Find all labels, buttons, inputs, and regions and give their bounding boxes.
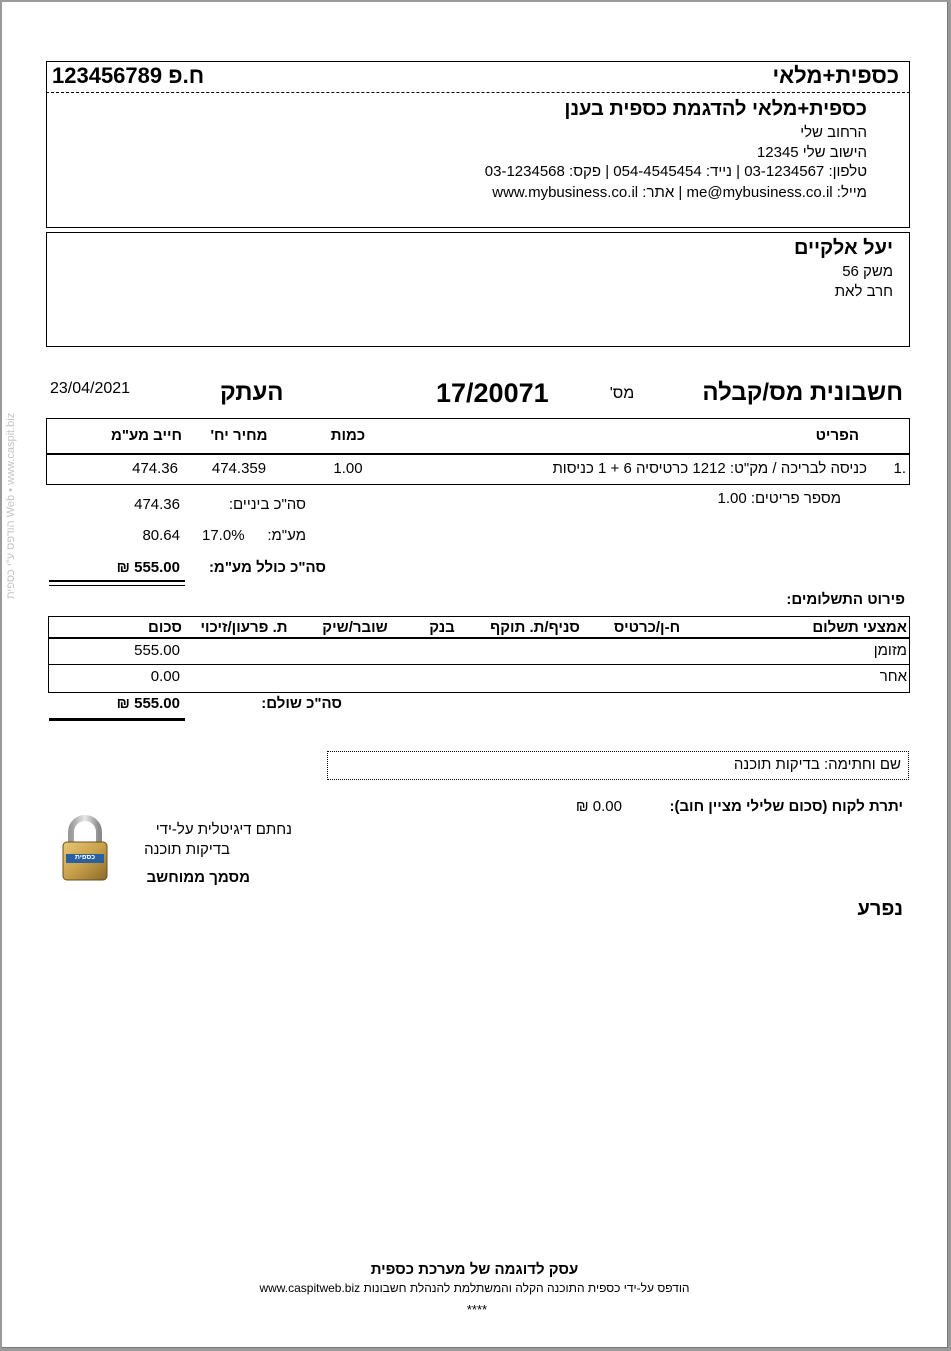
paid-total-underline	[49, 718, 185, 721]
paid-total-value: 555.00 ₪	[116, 695, 180, 712]
footer-stars: ****	[466, 1302, 488, 1317]
doc-number-label: מס'	[609, 385, 635, 402]
business-full-name: כספית+מלאי להדגמת כספית בענן	[564, 98, 867, 120]
table-row-description: כניסה לבריכה / מק"ט: 1212 כרטיסיה 6 + 1 כניסות	[552, 460, 867, 477]
balance-label: יתרת לקוח (סכום שלילי מציין חוב):	[669, 798, 903, 815]
paid-stamp: נפרע	[857, 898, 903, 920]
business-city: הישוב שלי 12345	[756, 144, 867, 161]
paid-total-label: סה"כ שולם:	[261, 695, 342, 712]
padlock-label: כספית	[74, 854, 96, 861]
items-table-header-divider	[46, 453, 910, 455]
customer-city: חרב לאת	[834, 283, 893, 300]
digital-sig-line1: נחתם דיגיטלית על-ידי	[155, 821, 292, 838]
payments-header-account: ח-ן/כרטיס	[613, 619, 681, 636]
grand-total-value: 555.00 ₪	[116, 559, 180, 576]
payments-header-branch: סניף/ת. תוקף	[490, 619, 580, 636]
table-row-unit-price: 474.359	[211, 460, 267, 477]
payment-row-amount: 0.00	[150, 668, 180, 685]
business-name: כספית+מלאי	[772, 63, 899, 88]
items-header-item: הפריט	[815, 427, 859, 444]
padlock-icon	[60, 814, 110, 882]
business-street: הרחוב שלי	[800, 124, 867, 141]
business-contact: מייל: me@mybusiness.co.il | אתר: www.mybusiness.co.il	[492, 184, 867, 201]
doc-date: 23/04/2021	[50, 380, 131, 397]
payments-header-bank: בנק	[429, 619, 455, 636]
subtotal-label: סה"כ ביניים:	[228, 496, 306, 513]
grand-total-label: סה"כ כולל מע"מ:	[208, 559, 326, 576]
vat-rate: 17.0%	[202, 527, 245, 544]
grand-total-underline-2	[49, 585, 185, 586]
customer-address: משק 56	[842, 263, 893, 280]
digital-sig-line2: בדיקות תוכנה	[144, 841, 230, 858]
payments-title: פירוט התשלומים:	[786, 591, 905, 608]
items-header-total: חייב מע"מ	[110, 427, 182, 444]
customer-name: יעל אלקיים	[793, 237, 893, 259]
vat-label: מע"מ:	[267, 527, 306, 544]
doc-number: 17/20071	[436, 378, 549, 408]
grand-total-underline-1	[49, 580, 185, 582]
table-row-qty: 1.00	[333, 460, 363, 477]
doc-copy-label: העתק	[220, 379, 284, 406]
digital-sig-line3: מסמך ממוחשב	[146, 869, 250, 886]
sidebar-printed-by: הודפס ע"י כספית Web • www.caspit.biz	[5, 412, 17, 599]
payments-header-amount: סכום	[148, 619, 182, 636]
business-tax-id: ח.פ 123456789	[52, 63, 205, 88]
payments-header-method: אמצעי תשלום	[812, 619, 907, 636]
doc-title: חשבונית מס/קבלה	[702, 379, 903, 406]
footer-printed-by: הודפס על-ידי כספית התוכנה הקלה והמשתלמת להנהלת חשבונות www.caspitweb.biz	[259, 1281, 690, 1295]
payment-row-method: אחר	[879, 668, 907, 685]
business-divider	[46, 92, 910, 93]
items-header-qty: כמות	[330, 427, 366, 444]
subtotal-value: 474.36	[134, 496, 180, 513]
payments-header-divider	[48, 637, 910, 639]
vat-value: 80.64	[142, 527, 180, 544]
items-count: מספר פריטים: 1.00	[717, 490, 841, 507]
payment-row-method: מזומן	[873, 642, 907, 659]
balance-value: 0.00 ₪	[575, 798, 622, 815]
table-row-num: 1.	[893, 460, 906, 477]
signature-text: שם וחתימה: בדיקות תוכנה	[733, 756, 901, 773]
business-phones: טלפון: 03-1234567 | נייד: 054-4545454 | פקס: 03-1234568	[484, 163, 867, 180]
footer-business: עסק לדוגמה של מערכת כספית	[370, 1261, 579, 1278]
table-row-total: 474.36	[132, 460, 178, 477]
items-header-unit-price: מחיר יח'	[210, 427, 268, 444]
document-page	[2, 2, 948, 1348]
payments-header-due: ת. פרעון/זיכוי	[200, 619, 288, 636]
payments-header-voucher: שובר/שיק	[322, 619, 388, 636]
payments-row-divider	[48, 664, 910, 665]
payment-row-amount: 555.00	[134, 642, 180, 659]
